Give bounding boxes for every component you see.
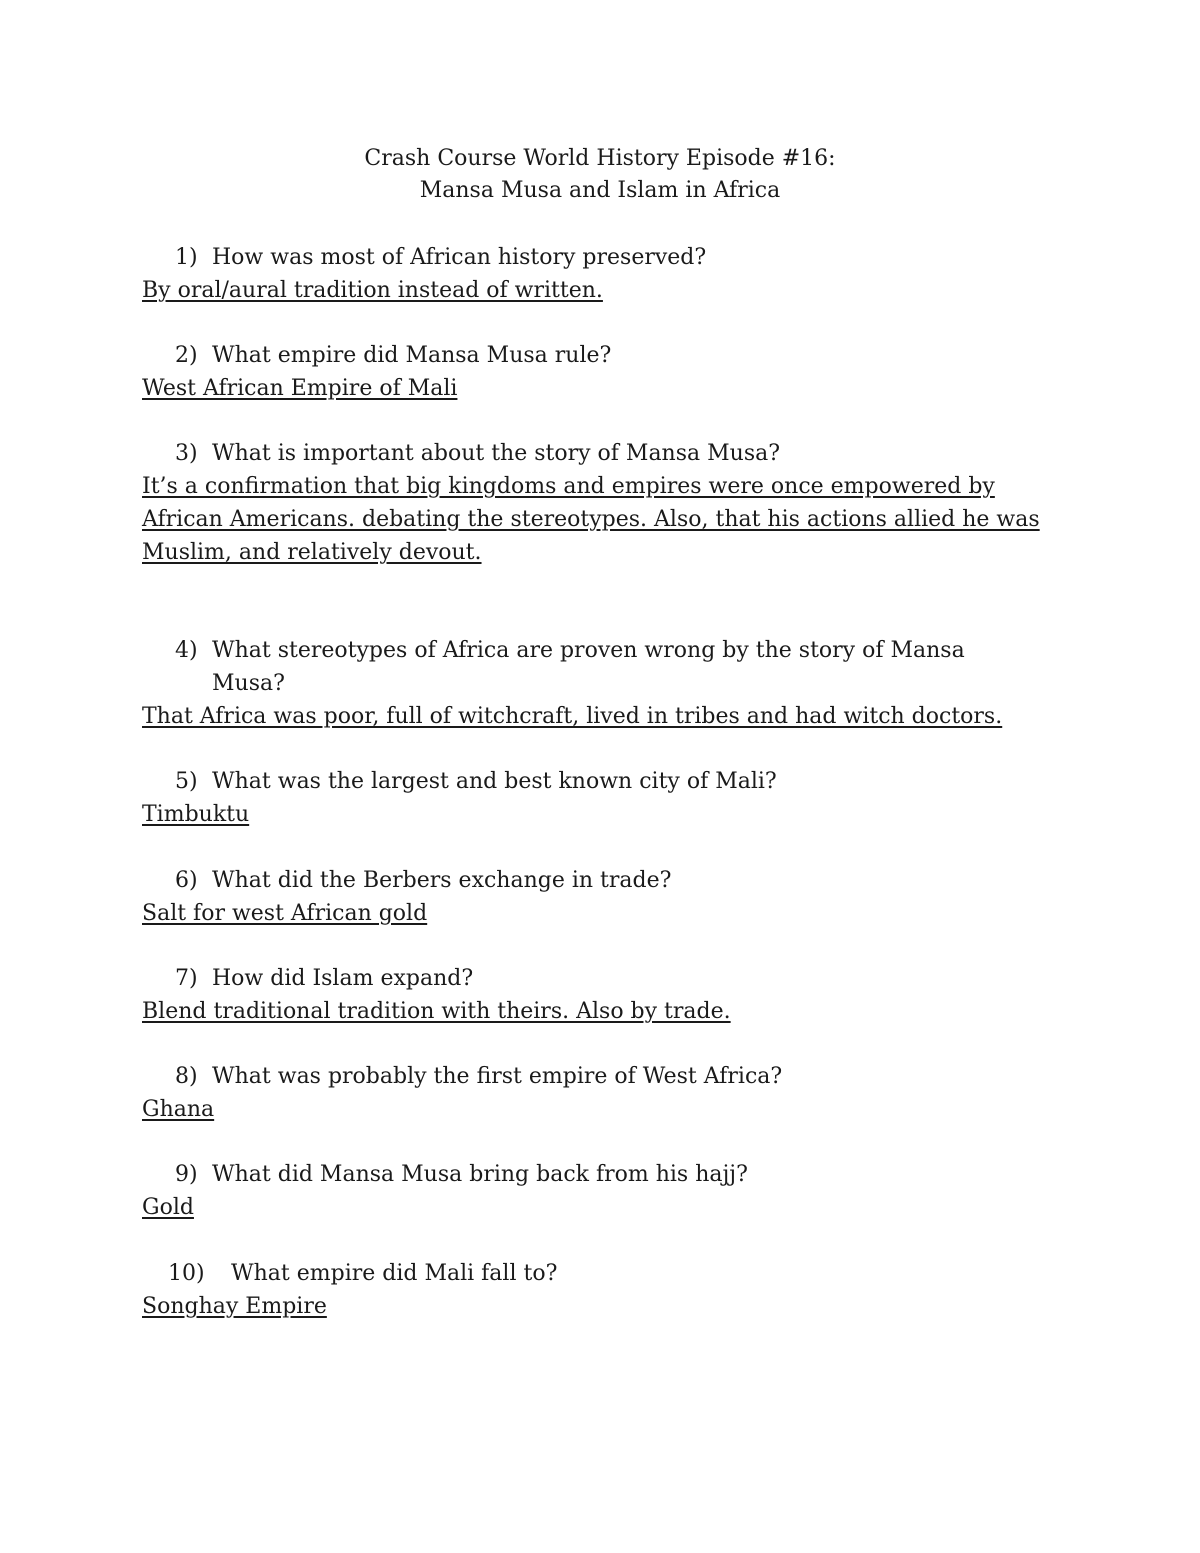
question-text: How did Islam expand? (212, 966, 474, 991)
question-number: 2) (175, 343, 198, 368)
answer-line: African Americans. debating the stereotypes. Also, that his actions allied he was (142, 507, 1040, 532)
document-title-line-1: Crash Course World History Episode #16: (364, 146, 836, 171)
question-text: What empire did Mansa Musa rule? (212, 343, 612, 368)
question-8 (175, 1060, 782, 1093)
answer-6: Salt for west African gold (142, 901, 428, 926)
question-3 (175, 437, 780, 470)
question-7 (175, 962, 473, 995)
answer-8: Ghana (142, 1097, 215, 1122)
answer-1: By oral/aural tradition instead of written. (142, 278, 603, 303)
answer-9: Gold (142, 1195, 194, 1220)
question-number: 3) (175, 441, 198, 466)
question-text: What did Mansa Musa bring back from his hajj? (212, 1162, 748, 1187)
answer-2: West African Empire of Mali (142, 376, 458, 401)
question-9 (175, 1158, 748, 1191)
answer-10: Songhay Empire (142, 1294, 327, 1319)
question-text: What stereotypes of Africa are proven wrong by the story of Mansa (212, 638, 965, 663)
question-number: 4) (175, 638, 198, 663)
answer-5: Timbuktu (142, 802, 250, 827)
question-4 (175, 634, 965, 700)
question-1 (175, 241, 706, 274)
question-5 (175, 765, 777, 798)
question-number: 8) (175, 1064, 198, 1089)
question-2 (175, 339, 611, 372)
answer-line: Muslim, and relatively devout. (142, 540, 482, 565)
question-number: 9) (175, 1162, 198, 1187)
question-number: 6) (175, 868, 198, 893)
answer-line: It’s a confirmation that big kingdoms and empires were once empowered by (142, 474, 995, 499)
question-10 (168, 1257, 557, 1290)
answer-4: That Africa was poor, full of witchcraft, lived in tribes and had witch doctors. (142, 704, 1003, 729)
document-title-line-2: Mansa Musa and Islam in Africa (419, 178, 781, 203)
question-number: 10) (168, 1261, 205, 1286)
question-text: What was probably the first empire of West Africa? (212, 1064, 783, 1089)
question-text: What empire did Mali fall to? (231, 1261, 558, 1286)
question-number: 1) (175, 245, 198, 270)
question-text: What did the Berbers exchange in trade? (212, 868, 672, 893)
question-text: What was the largest and best known city of Mali? (212, 769, 777, 794)
question-text-continued: Musa? (212, 671, 285, 696)
question-6 (175, 864, 671, 897)
answer-3 (142, 470, 1040, 569)
question-text: How was most of African history preserved? (212, 245, 707, 270)
question-text: What is important about the story of Mansa Musa? (212, 441, 781, 466)
question-number: 7) (175, 966, 198, 991)
question-number: 5) (175, 769, 198, 794)
answer-7: Blend traditional tradition with theirs. Also by trade. (142, 999, 731, 1024)
